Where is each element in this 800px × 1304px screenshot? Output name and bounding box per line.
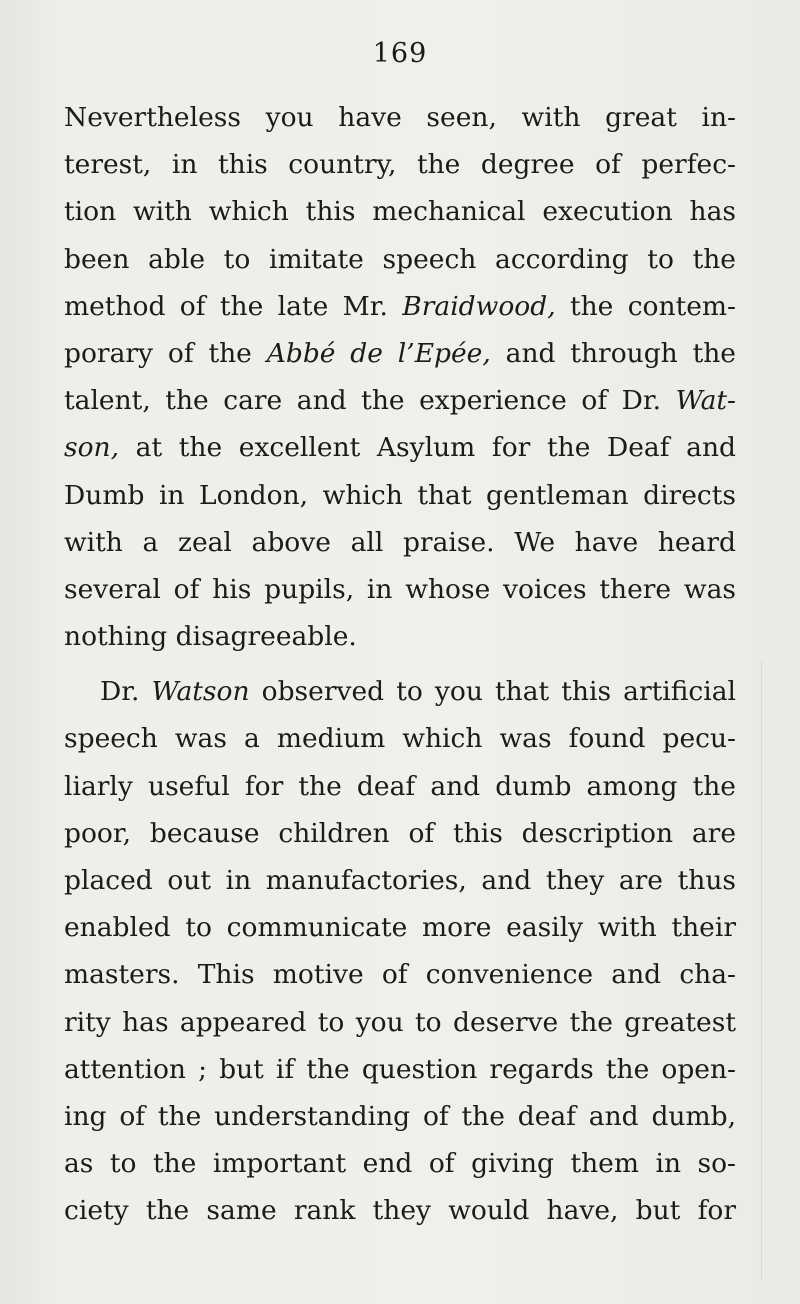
text-line xyxy=(64,1187,736,1234)
text-run: the contem- xyxy=(555,290,736,322)
paragraph xyxy=(64,94,736,660)
text-run: and through the xyxy=(490,337,736,369)
text-line xyxy=(64,904,736,951)
text-run: enabled to communicate more easily with their xyxy=(64,912,736,944)
text-run: ciety the same rank they would have, but for xyxy=(64,1195,736,1227)
text-line xyxy=(64,236,736,283)
text-line xyxy=(64,330,736,377)
page-number: 169 xyxy=(372,38,428,69)
text-line xyxy=(64,424,736,471)
text-run: at the excellent Asylum for the Deaf and xyxy=(119,432,736,464)
scan-edge-shadow xyxy=(761,660,762,1280)
text-line xyxy=(64,810,736,857)
italic-text-run: son, xyxy=(64,432,120,464)
text-line xyxy=(64,715,736,762)
text-line xyxy=(64,566,736,613)
text-line xyxy=(64,999,736,1046)
text-run: with a zeal above all praise. We have heard xyxy=(64,526,736,558)
text-run: speech was a medium which was found pecu- xyxy=(64,723,736,755)
text-line xyxy=(64,188,736,235)
text-run: poor, because children of this description are xyxy=(64,817,736,849)
text-line xyxy=(64,857,736,904)
text-line xyxy=(64,763,736,810)
italic-text-run: Braidwood, xyxy=(402,290,556,322)
text-run: method of the late Mr. xyxy=(64,290,403,322)
text-line xyxy=(64,1140,736,1187)
text-run: Nevertheless you have seen, with great in- xyxy=(64,102,736,133)
text-line xyxy=(64,283,736,330)
text-line xyxy=(64,668,736,715)
text-line xyxy=(64,951,736,998)
text-run: as to the important end of giving them in so- xyxy=(64,1148,736,1180)
text-run: attention ; but if the question regards the open- xyxy=(64,1053,736,1085)
text-line xyxy=(64,1046,736,1093)
italic-text-run: Abbé de l’Epée, xyxy=(266,337,491,369)
italic-text-run: Watson xyxy=(151,676,250,708)
text-run: liarly useful for the deaf and dumb among the xyxy=(64,770,736,802)
text-run: ing of the understanding of the deaf and dumb, xyxy=(64,1100,736,1132)
text-run: several of his pupils, in whose voices there was xyxy=(64,573,736,605)
text-run: masters. This motive of convenience and cha- xyxy=(64,959,736,991)
text-run: Dumb in London, which that gentleman directs xyxy=(64,479,736,511)
text-run: terest, in this country, the degree of perfec- xyxy=(64,149,736,181)
text-line xyxy=(64,613,736,660)
text-line xyxy=(64,141,736,188)
italic-text-run: Wat- xyxy=(675,385,736,417)
text-run: talent, the care and the experience of Dr. xyxy=(64,385,676,417)
text-line xyxy=(64,377,736,424)
paragraph-gap xyxy=(64,660,736,668)
text-line xyxy=(64,1093,736,1140)
text-run: porary of the xyxy=(64,337,267,369)
text-line xyxy=(64,472,736,519)
text-line xyxy=(64,519,736,566)
paragraph xyxy=(64,668,736,1234)
text-run: Dr. xyxy=(100,676,152,708)
text-run: observed to you that this artificial xyxy=(249,676,737,708)
text-run: rity has appeared to you to deserve the greatest xyxy=(64,1006,736,1038)
text-line xyxy=(64,94,736,141)
text-run: been able to imitate speech according to the xyxy=(64,243,736,275)
text-run: placed out in manufactories, and they are thus xyxy=(64,865,736,896)
text-run: nothing disagreeable. xyxy=(64,621,357,653)
text-run: tion with which this mechanical execution has xyxy=(64,196,736,228)
body-text xyxy=(64,94,736,1235)
